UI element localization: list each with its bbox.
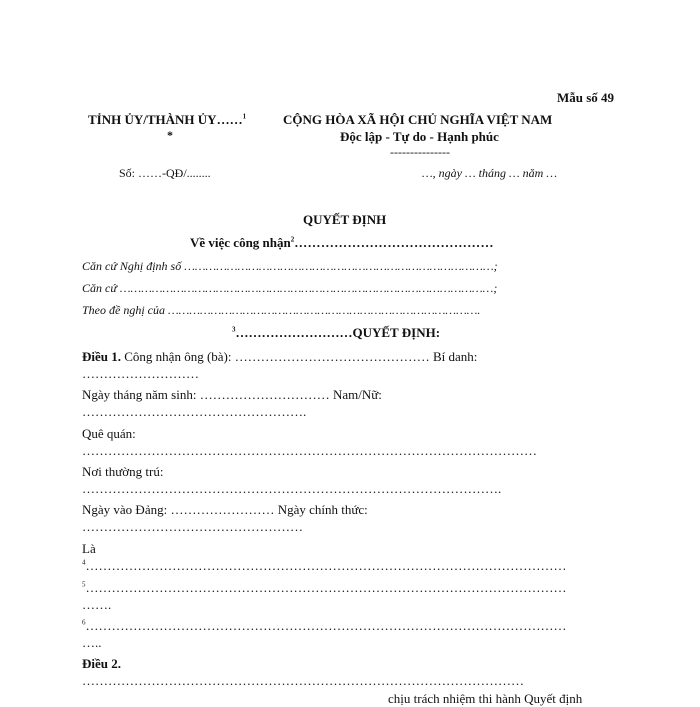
- footnote-4-line: [82, 558, 567, 574]
- document-number: Số: ……-QĐ/........: [119, 166, 211, 180]
- residence-label: Nơi thường trú:: [82, 464, 164, 479]
- article-1-text: Công nhận ông (bà): ……………………………………… Bí danh:: [121, 349, 478, 364]
- basis-other: Căn cứ ……………………………………………………………………………………………;: [82, 281, 498, 295]
- line-4-dots: …………………………………………………………………………………………………: [85, 558, 567, 573]
- decides-text: ………………………QUYẾT ĐỊNH:: [235, 325, 441, 340]
- hometown-line: ……………………………………………………………………………………………: [82, 443, 537, 458]
- gender-continuation: …………………………………………….: [82, 404, 307, 419]
- basis-proposal: Theo đề nghị của …………………………………………………………………………….: [82, 303, 481, 317]
- subject-dots: ………………………………………: [294, 235, 494, 250]
- issuing-body-text: TỈNH ỦY/THÀNH ỦY……: [88, 112, 243, 127]
- line-5-continuation: …….: [82, 597, 112, 612]
- party-join-line: Ngày vào Đảng: …………………… Ngày chính thức:: [82, 502, 368, 517]
- footnote-marker-1: 1: [242, 112, 247, 121]
- issuing-body-star: *: [167, 128, 173, 142]
- dob-gender-line: Ngày tháng năm sinh: ………………………… Nam/Nữ:: [82, 387, 382, 402]
- hometown-label: Quê quán:: [82, 426, 136, 441]
- decides-heading: [232, 325, 440, 341]
- article-2-line: …………………………………………………………………………………………: [82, 673, 524, 688]
- footnote-marker-6: 6: [82, 618, 86, 627]
- la-label: Là: [82, 541, 96, 556]
- issuing-body-title: [88, 112, 246, 128]
- decision-title: QUYẾT ĐỊNH: [303, 212, 387, 227]
- line-6-continuation: …..: [82, 635, 102, 650]
- article-1: [82, 349, 477, 365]
- footnote-marker-5: 5: [82, 580, 86, 589]
- line-5-dots: …………………………………………………………………………………………………: [85, 580, 567, 595]
- article-1-label: Điều 1.: [82, 349, 121, 364]
- motto-divider: ---------------: [390, 145, 450, 159]
- footnote-marker-3: 3: [232, 325, 236, 334]
- footnote-6-line: [82, 618, 567, 634]
- basis-decree: Căn cứ Nghị định số ……………………………………………………………………………;: [82, 259, 498, 273]
- alias-continuation: ………………………: [82, 366, 199, 381]
- decision-subject: [190, 235, 494, 251]
- official-date-continuation: ……………………………………………: [82, 519, 303, 534]
- article-2-label: Điều 2.: [82, 656, 121, 671]
- place-date: …, ngày … tháng … năm …: [422, 166, 558, 180]
- residence-line: …………………………………………………………………………………….: [82, 481, 502, 496]
- footnote-marker-4: 4: [82, 558, 86, 567]
- article-2-tail: chịu trách nhiệm thi hành Quyết định: [388, 691, 583, 706]
- footnote-5-line: [82, 580, 567, 596]
- subject-prefix: Về việc công nhận: [190, 235, 291, 250]
- line-6-dots: …………………………………………………………………………………………………: [85, 618, 567, 633]
- country-title: CỘNG HÒA XÃ HỘI CHỦ NGHĨA VIỆT NAM: [283, 112, 553, 127]
- footnote-marker-2: 2: [290, 235, 295, 244]
- national-motto: Độc lập - Tự do - Hạnh phúc: [340, 129, 499, 144]
- form-number: Mẫu số 49: [557, 90, 615, 105]
